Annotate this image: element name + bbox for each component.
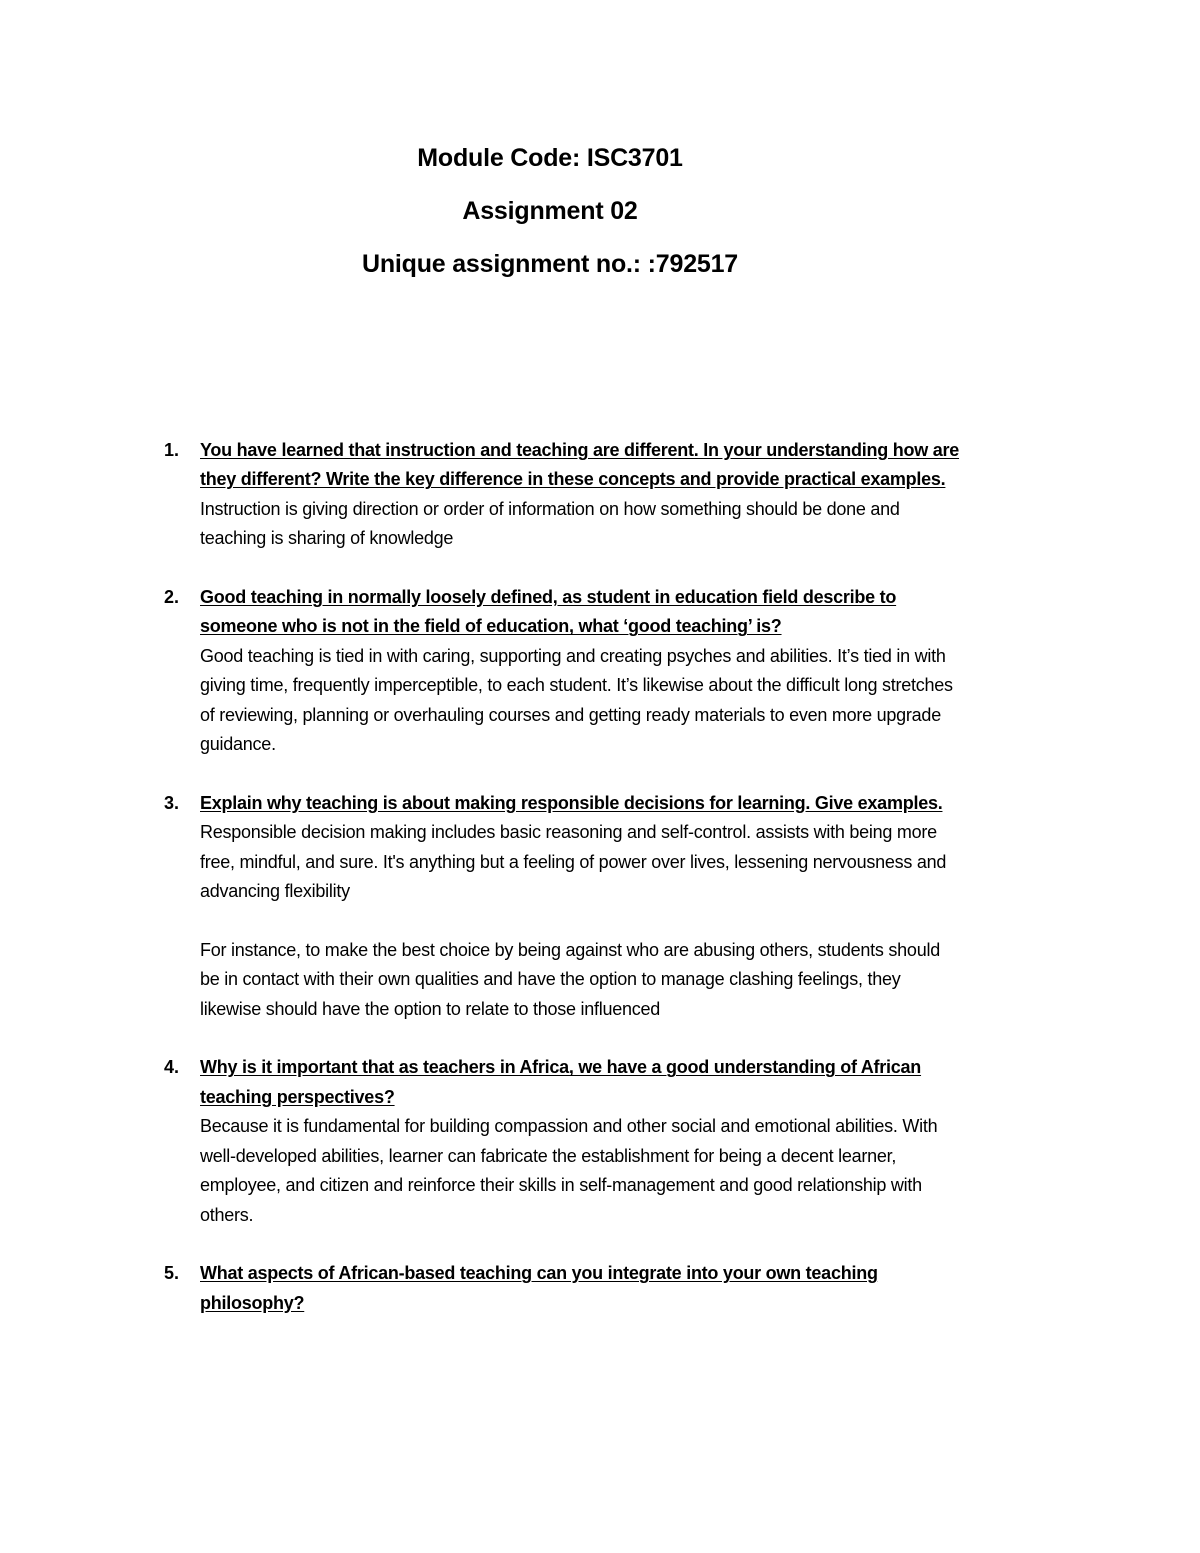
assignment-title: Assignment 02: [462, 197, 638, 225]
answer-text-example: For instance, to make the best choice by being against who are abusing others, students should be in contact with their own qualities and have the option to manage clashing feelings, they likewise should have the option to relate to those influenced: [200, 939, 940, 1019]
question-item-5: [164, 1259, 964, 1318]
question-number: 2.: [164, 587, 180, 608]
document-header: [0, 132, 1100, 291]
answer-text: Because it is fundamental for building compassion and other social and emotional abilities. With well-developed abilities, learner can fabricate the establishment for being a decent learner, employee, and citizen and reinforce their skills in self-management and good relationship with others.: [200, 1116, 938, 1225]
module-code-title: Module Code: ISC3701: [417, 144, 683, 172]
question-number: 5.: [164, 1263, 180, 1284]
answer-text: Instruction is giving direction or order of information on how something should be done and teaching is sharing of knowledge: [200, 498, 900, 549]
spacer: [164, 1024, 964, 1053]
question-item-3: [164, 789, 964, 1024]
question-text: You have learned that instruction and teaching are different. In your understanding how are they different? Write the key difference in these concepts and provide practical examples.: [200, 440, 960, 490]
question-number: 4.: [164, 1057, 180, 1078]
question-text: Explain why teaching is about making responsible decisions for learning. Give examples.: [200, 792, 943, 813]
question-list: [164, 436, 964, 1318]
question-text: Why is it important that as teachers in Africa, we have a good understanding of African teaching perspectives?: [200, 1057, 922, 1107]
answer-text: Good teaching is tied in with caring, supporting and creating psyches and abilities. It’s tied in with giving time, frequently imperceptible, to each student. It’s likewise about the difficult long stretches of reviewing, planning or overhauling courses and getting ready materials to even more upgrade guidance.: [200, 645, 953, 755]
question-number: 1.: [164, 440, 180, 460]
unique-assignment-number: Unique assignment no.: :792517: [361, 250, 739, 278]
question-number: 3.: [164, 792, 180, 813]
spacer: [164, 554, 964, 583]
spacer: [200, 906, 964, 935]
answer-text: Responsible decision making includes basic reasoning and self-control. assists with being more free, mindful, and sure. It's anything but a feeling of power over lives, lessening nervousness and advancing flexibility: [200, 822, 947, 902]
question-item-1: [164, 436, 964, 554]
question-text: What aspects of African-based teaching can you integrate into your own teaching philosophy?: [200, 1263, 878, 1313]
spacer: [164, 1230, 964, 1259]
question-item-4: [164, 1053, 964, 1229]
spacer: [164, 759, 964, 788]
question-item-2: [164, 583, 964, 759]
question-text: Good teaching in normally loosely defined, as student in education field describe to someone who is not in the field of education, what ‘good teaching’ is?: [200, 587, 897, 637]
